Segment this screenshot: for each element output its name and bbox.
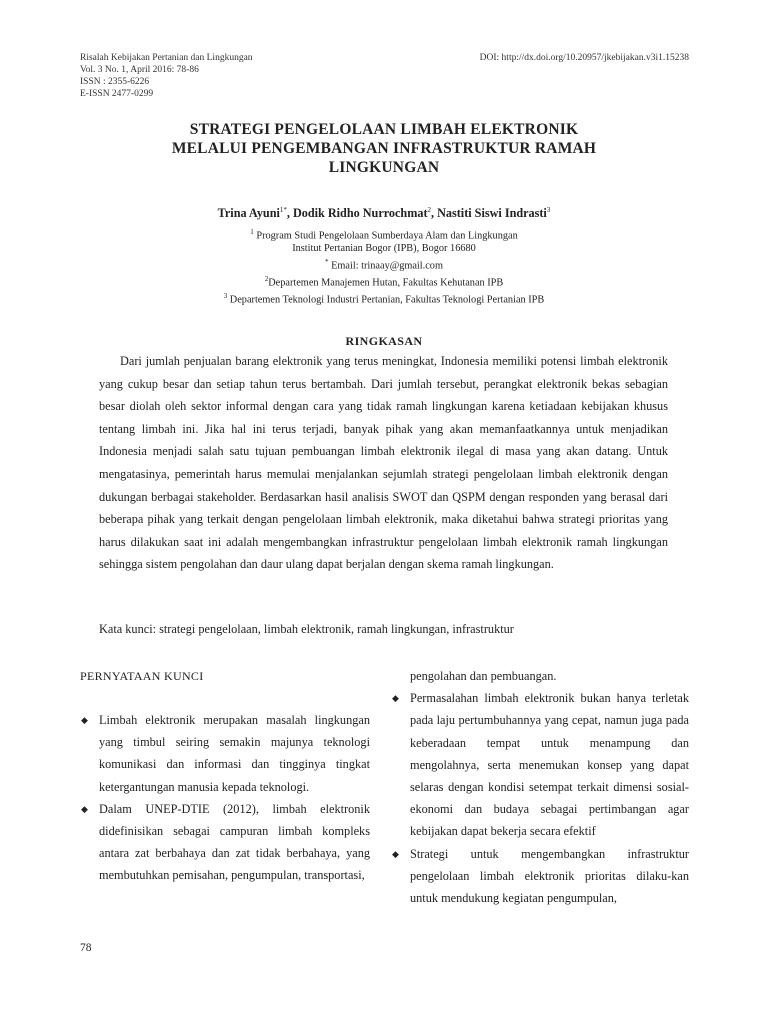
title-line-3: LINGKUNGAN xyxy=(328,159,440,176)
email-sup: * xyxy=(325,258,329,267)
author-list xyxy=(80,206,688,221)
journal-name: Risalah Kebijakan Pertanian dan Lingkungan xyxy=(80,53,253,63)
paper-title xyxy=(110,120,658,177)
doi-link[interactable]: DOI: http://dx.doi.org/10.20957/jkebijakan.v3i1.15238 xyxy=(479,53,689,63)
author-2-sup: 2 xyxy=(427,206,432,214)
list-item xyxy=(80,798,370,887)
affiliation-3-text: Departemen Teknologi Industri Pertanian, Fakultas Teknologi Pertanian IPB xyxy=(227,294,545,306)
affiliation-1-line-2: Institut Pertanian Bogor (IPB), Bogor 16680 xyxy=(292,243,476,255)
list-item xyxy=(391,687,689,842)
affiliations xyxy=(80,226,688,308)
affiliation-2-sup: 2 xyxy=(264,275,269,284)
author-3-sup: 3 xyxy=(546,206,551,214)
abstract-heading: RINGKASAN xyxy=(345,334,423,348)
list-item xyxy=(80,709,370,798)
affiliation-1-sup: 1 xyxy=(250,228,254,236)
journal-volume: Vol. 3 No. 1, April 2016: 78-86 xyxy=(80,65,199,75)
list-item xyxy=(391,843,689,910)
list-item-text: Permasalahan limbah elektronik bukan hanya terletak pada laju pertumbuhannya yang cepat, namun juga pada keberadaan tempat untuk menampung dan mengolahnya, serta menemukan konsep yang dapat selaras dengan kondisi setempat terkait dimensi sosial-ekonomi dan budaya sebagai pertimbangan agar kebijakan dapat bekerja secara efektif xyxy=(410,691,689,839)
affiliation-1-line-1: Program Studi Pengelolaan Sumberdaya Alam dan Lingkungan xyxy=(253,230,518,242)
journal-issn: ISSN : 2355-6226 xyxy=(80,77,150,87)
title-line-2: MELALUI PENGEMBANGAN INFRASTRUKTUR RAMAH xyxy=(171,140,597,157)
abstract-text: Dari jumlah penjualan barang elektronik yang terus meningkat, Indonesia memiliki potensi limbah elektronik yang cukup besar dan setiap tahun terus bertambah. Dari jumlah tersebut, perangkat elektronik bekas sebagian besar diolah oleh sektor informal dengan cara yang tidak ramah lingkungan karena ketiadaan kebijakan khusus tentang limbah ini. Jika hal ini terus terjadi, banyak pihak yang akan memanfaatkannya untuk menjadikan Indonesia menjadi salah satu tujuan pembuangan limbah elektronik ilegal di masa yang akan datang. Untuk mengatasinya, pemerintah harus memulai menjalankan sejumlah strategi pengelolaan limbah elektronik dengan dukungan berbagai stakeholder. Berdasarkan hasil analisis SWOT dan QSPM dengan responden yang berasal dari beberapa pihak yang terkait dengan pengelolaan limbah elektronik, maka diketahui bahwa strategi prioritas yang harus dilakukan saat ini adalah mengembangkan infrastruktur pengelolaan limbah elektronik ramah lingkungan sehingga sistem pengolahan dan daur ulang dapat berjalan dengan skema ramah lingkungan. xyxy=(99,354,668,572)
affiliation-1 xyxy=(80,226,688,243)
journal-eissn: E-ISSN 2477-0299 xyxy=(80,89,154,99)
author-1: Trina Ayuni xyxy=(217,206,280,221)
title-line-1: STRATEGI PENGELOLAAN LIMBAH ELEKTRONIK xyxy=(189,121,579,138)
keywords: Kata kunci: strategi pengelolaan, limbah elektronik, ramah lingkungan, infrastruktur xyxy=(99,622,514,636)
email-text[interactable]: Email: trinaay@gmail.com xyxy=(328,260,443,272)
corresponding-email xyxy=(80,256,688,273)
diamond-bullet-icon: ◆ xyxy=(392,693,399,704)
affiliation-2 xyxy=(80,273,688,290)
diamond-bullet-icon: ◆ xyxy=(392,848,399,859)
list-item-text: Dalam UNEP-DTIE (2012), limbah elektronik didefinisikan sebagai campuran limbah kompleks antara zat berbahaya dan zat tidak berbahaya, yang membutuhkan pemisahan, pengumpulan, transportasi, xyxy=(99,801,370,883)
left-column xyxy=(80,709,370,887)
affiliation-3-sup: 3 xyxy=(223,292,228,301)
page-number: 78 xyxy=(80,942,92,954)
affiliation-3 xyxy=(80,290,688,307)
list-item-text: Limbah elektronik merupakan masalah lingkungan yang timbul seiring semakin majunya teknologi komunikasi dan informasi dan tingginya tingkat ketergantungan manusia kepada teknologi. xyxy=(99,713,370,794)
diamond-bullet-icon: ◆ xyxy=(81,803,88,814)
right-column xyxy=(391,665,689,909)
journal-info xyxy=(80,52,253,100)
list-item-text: Strategi untuk mengembangkan infrastruktur pengelolaan limbah elektronik prioritas dilaku-kan untuk mendukung kegiatan pengumpulan, xyxy=(410,846,689,906)
diamond-bullet-icon: ◆ xyxy=(81,715,88,725)
author-3: , Nastiti Siswi Indrasti xyxy=(431,206,547,221)
affiliation-2-text: Departemen Manajemen Hutan, Fakultas Kehutanan IPB xyxy=(268,277,504,289)
author-1-sup: 1* xyxy=(279,206,287,214)
key-statements-heading: PERNYATAAN KUNCI xyxy=(80,669,204,683)
author-2: , Dodik Ridho Nurrochmat xyxy=(286,206,428,221)
list-item-continuation: pengolahan dan pembuangan. xyxy=(410,669,557,683)
